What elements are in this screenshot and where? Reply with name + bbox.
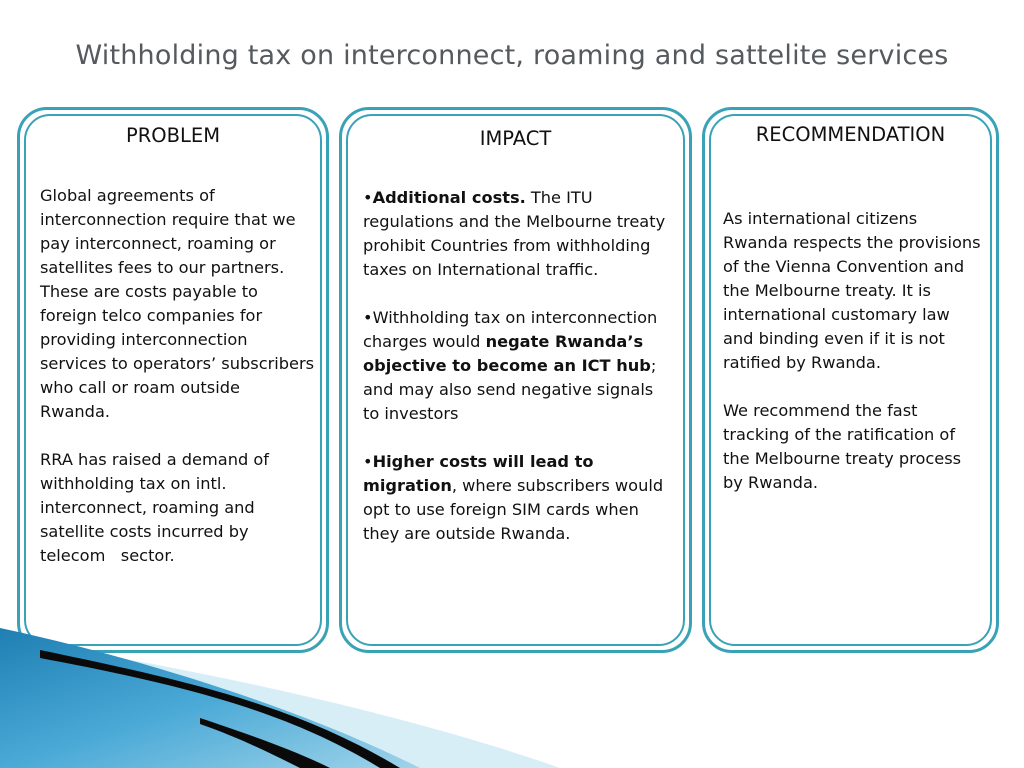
bullet-marker: • [363, 188, 373, 207]
bullet-marker: • [363, 308, 373, 327]
problem-paragraph-2: RRA has raised a demand of withholding tax on intl. interconnect, roaming and satellite costs incurred by telecom sector. [40, 450, 275, 565]
impact-bullet-2: •Withholding tax on interconnection charges would negate Rwanda’s objective to become an ICT hub; and may also send negative signals to investors [363, 308, 658, 423]
problem-heading: PROBLEM [125, 124, 221, 147]
impact-body [363, 186, 668, 546]
impact-panel [339, 107, 692, 653]
impact-bullet-3: •Higher costs will lead to migration, where subscribers would opt to use foreign SIM cards when they are outside Rwanda. [363, 452, 664, 543]
impact-bullet-3-emphasis: Higher costs will lead to migration [363, 452, 594, 495]
recommendation-paragraph-2: We recommend the fast tracking of the ratification of the Melbourne treaty process by Rwanda. [723, 401, 962, 492]
impact-bullet-2-emphasis: negate Rwanda’s objective to become an ICT hub [363, 332, 651, 375]
recommendation-heading: RECOMMENDATION [755, 123, 946, 146]
recommendation-body [723, 207, 985, 495]
impact-bullet-1: •Additional costs. The ITU regulations and the Melbourne treaty prohibit Countries from withholding taxes on International traffic. [363, 188, 666, 279]
recommendation-paragraph-1: As international citizens Rwanda respects the provisions of the Vienna Convention and the Melbourne treaty. It is international customary law and binding even if it is not ratified by Rwanda. [723, 209, 981, 372]
impact-heading: IMPACT [479, 127, 552, 150]
corner-wave-decoration [0, 628, 1024, 768]
recommendation-panel [702, 107, 999, 653]
slide-title: Withholding tax on interconnect, roaming and sattelite services [75, 40, 949, 71]
bullet-marker: • [363, 452, 373, 471]
problem-paragraph-1: Global agreements of interconnection require that we pay interconnect, roaming or satellites fees to our partners. These are costs payable to foreign telco companies for providing interconnection services to operators’ subscribers who call or roam outside Rwanda. [40, 186, 315, 421]
problem-body [40, 184, 315, 568]
problem-panel [17, 107, 329, 653]
impact-bullet-1-emphasis: Additional costs. [372, 188, 526, 207]
